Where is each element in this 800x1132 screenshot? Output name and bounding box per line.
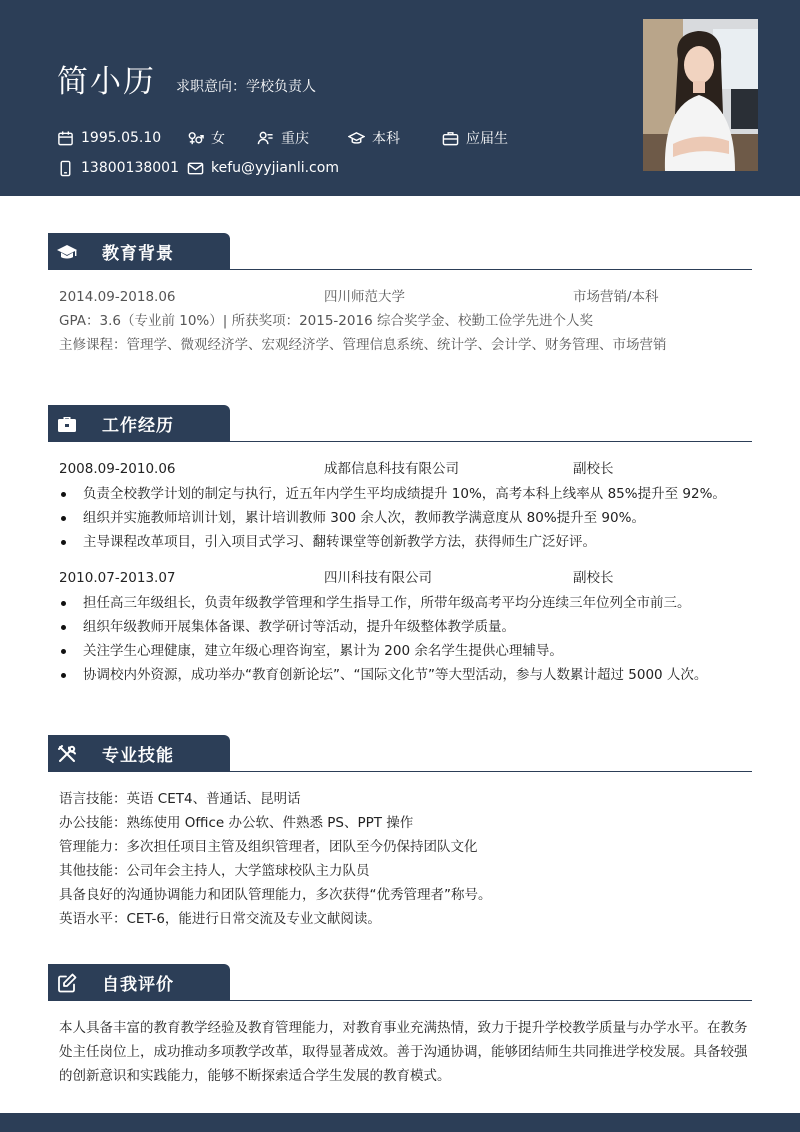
work-company: 成都信息科技有限公司 [324,461,459,477]
list-item: 关注学生心理健康，建立年级心理咨询室，累计为 200 余名学生提供心理辅导。 [59,639,749,663]
list-item: 负责全校教学计划的制定与执行，近五年内学生平均成绩提升 10%，高考本科上线率从 85%提升至 92%。 [59,482,749,506]
edu-school: 四川师范大学 [324,289,405,305]
list-item: 主导课程改革项目，引入项目式学习、翻转课堂等创新教学方法，获得师生广泛好评。 [59,530,749,554]
section-skills-header [48,735,230,772]
section-divider [48,441,752,442]
birth-date: 1995.05.10 [81,130,162,146]
skill-item: 其他技能：公司年会主持人，大学篮球校队主力队员 [59,863,370,879]
list-item: 协调校内外资源，成功举办“教育创新论坛”、“国际文化节”等大型活动，参与人数累计超过 5000 人次。 [59,663,749,687]
job-intent: 求职意向：学校负责人 [176,79,316,95]
phone-info [57,158,179,178]
degree-info [348,128,400,148]
section-title: 专业技能 [102,746,174,766]
list-item: 组织并实施教师培训计划，累计培训教师 300 余人次，教师教学满意度从 80%提升至 90%。 [59,506,749,530]
skill-item: 英语水平：CET-6，能进行日常交流及专业文献阅读。 [59,911,381,927]
skill-item: 语言技能：英语 CET4、普通话、昆明话 [59,791,301,807]
edit-icon [56,972,78,994]
graduation-cap-icon [348,130,365,147]
tools-icon [56,743,78,765]
skill-item: 办公技能：熟练使用 Office 办公软、件熟悉 PS、PPT 操作 [59,815,414,831]
edu-gpa: GPA：3.6（专业前 10%）| 所获奖项：2015-2016 综合奖学金、校勤工俭学先进个人奖 [59,313,593,329]
birth-info [57,128,161,148]
footer-bar [0,1113,800,1132]
list-item: 担任高三年级组长，负责年级教学管理和学生指导工作，所带年级高考平均分连续三年位列全市前三。 [59,591,749,615]
phone-icon [57,160,74,177]
work-period: 2010.07-2013.07 [59,570,176,586]
section-education-header [48,233,230,270]
gender-icon [187,130,204,147]
section-divider [48,1000,752,1001]
gender: 女 [211,131,225,147]
edu-period: 2014.09-2018.06 [59,289,176,305]
skill-item: 管理能力：多次担任项目主管及组织管理者，团队至今仍保持团队文化 [59,839,478,855]
skill-item: 具备良好的沟通协调能力和团队管理能力，多次获得“优秀管理者”称号。 [59,887,492,903]
work-period: 2008.09-2010.06 [59,461,176,477]
profile-photo [643,19,758,171]
edu-courses: 主修课程：管理学、微观经济学、宏观经济学、管理信息系统、统计学、会计学、财务管理、市场营销 [59,337,667,353]
email: kefu@yyjianli.com [211,160,339,176]
location-info [257,128,309,148]
section-divider [48,269,752,270]
section-divider [48,771,752,772]
section-title: 教育背景 [102,244,174,264]
status: 应届生 [466,131,508,147]
gender-info [187,128,225,148]
location: 重庆 [281,131,309,147]
work-title: 副校长 [573,461,614,477]
section-work-header [48,405,230,442]
self-evaluation-text: 本人具备丰富的教育教学经验及教育管理能力，对教育事业充满热情，致力于提升学校教学质量与办学水平。在教务处主任岗位上，成功推动多项教学改革，取得显著成效。善于沟通协调，能够团结师生共同推进学校发展。具备较强的创新意识和实践能力，能够不断探索适合学生发展的教育模式。 [59,1020,748,1084]
resume-header [0,0,800,196]
briefcase-icon [56,413,78,435]
section-title: 工作经历 [102,416,174,436]
section-self-header [48,964,230,1001]
degree: 本科 [372,131,400,147]
candidate-name: 简小历 [57,64,156,100]
briefcase-icon [442,130,459,147]
edu-major: 市场营销/本科 [573,289,659,305]
email-info [187,158,339,178]
graduation-cap-icon [56,241,78,263]
phone: 13800138001 [81,160,179,176]
section-title: 自我评价 [102,975,174,995]
work-company: 四川科技有限公司 [324,570,432,586]
calendar-icon [57,130,74,147]
work-title: 副校长 [573,570,614,586]
mail-icon [187,160,204,177]
status-info [442,128,508,148]
list-item: 组织年级教师开展集体备课、教学研讨等活动，提升年级整体教学质量。 [59,615,749,639]
user-location-icon [257,130,274,147]
